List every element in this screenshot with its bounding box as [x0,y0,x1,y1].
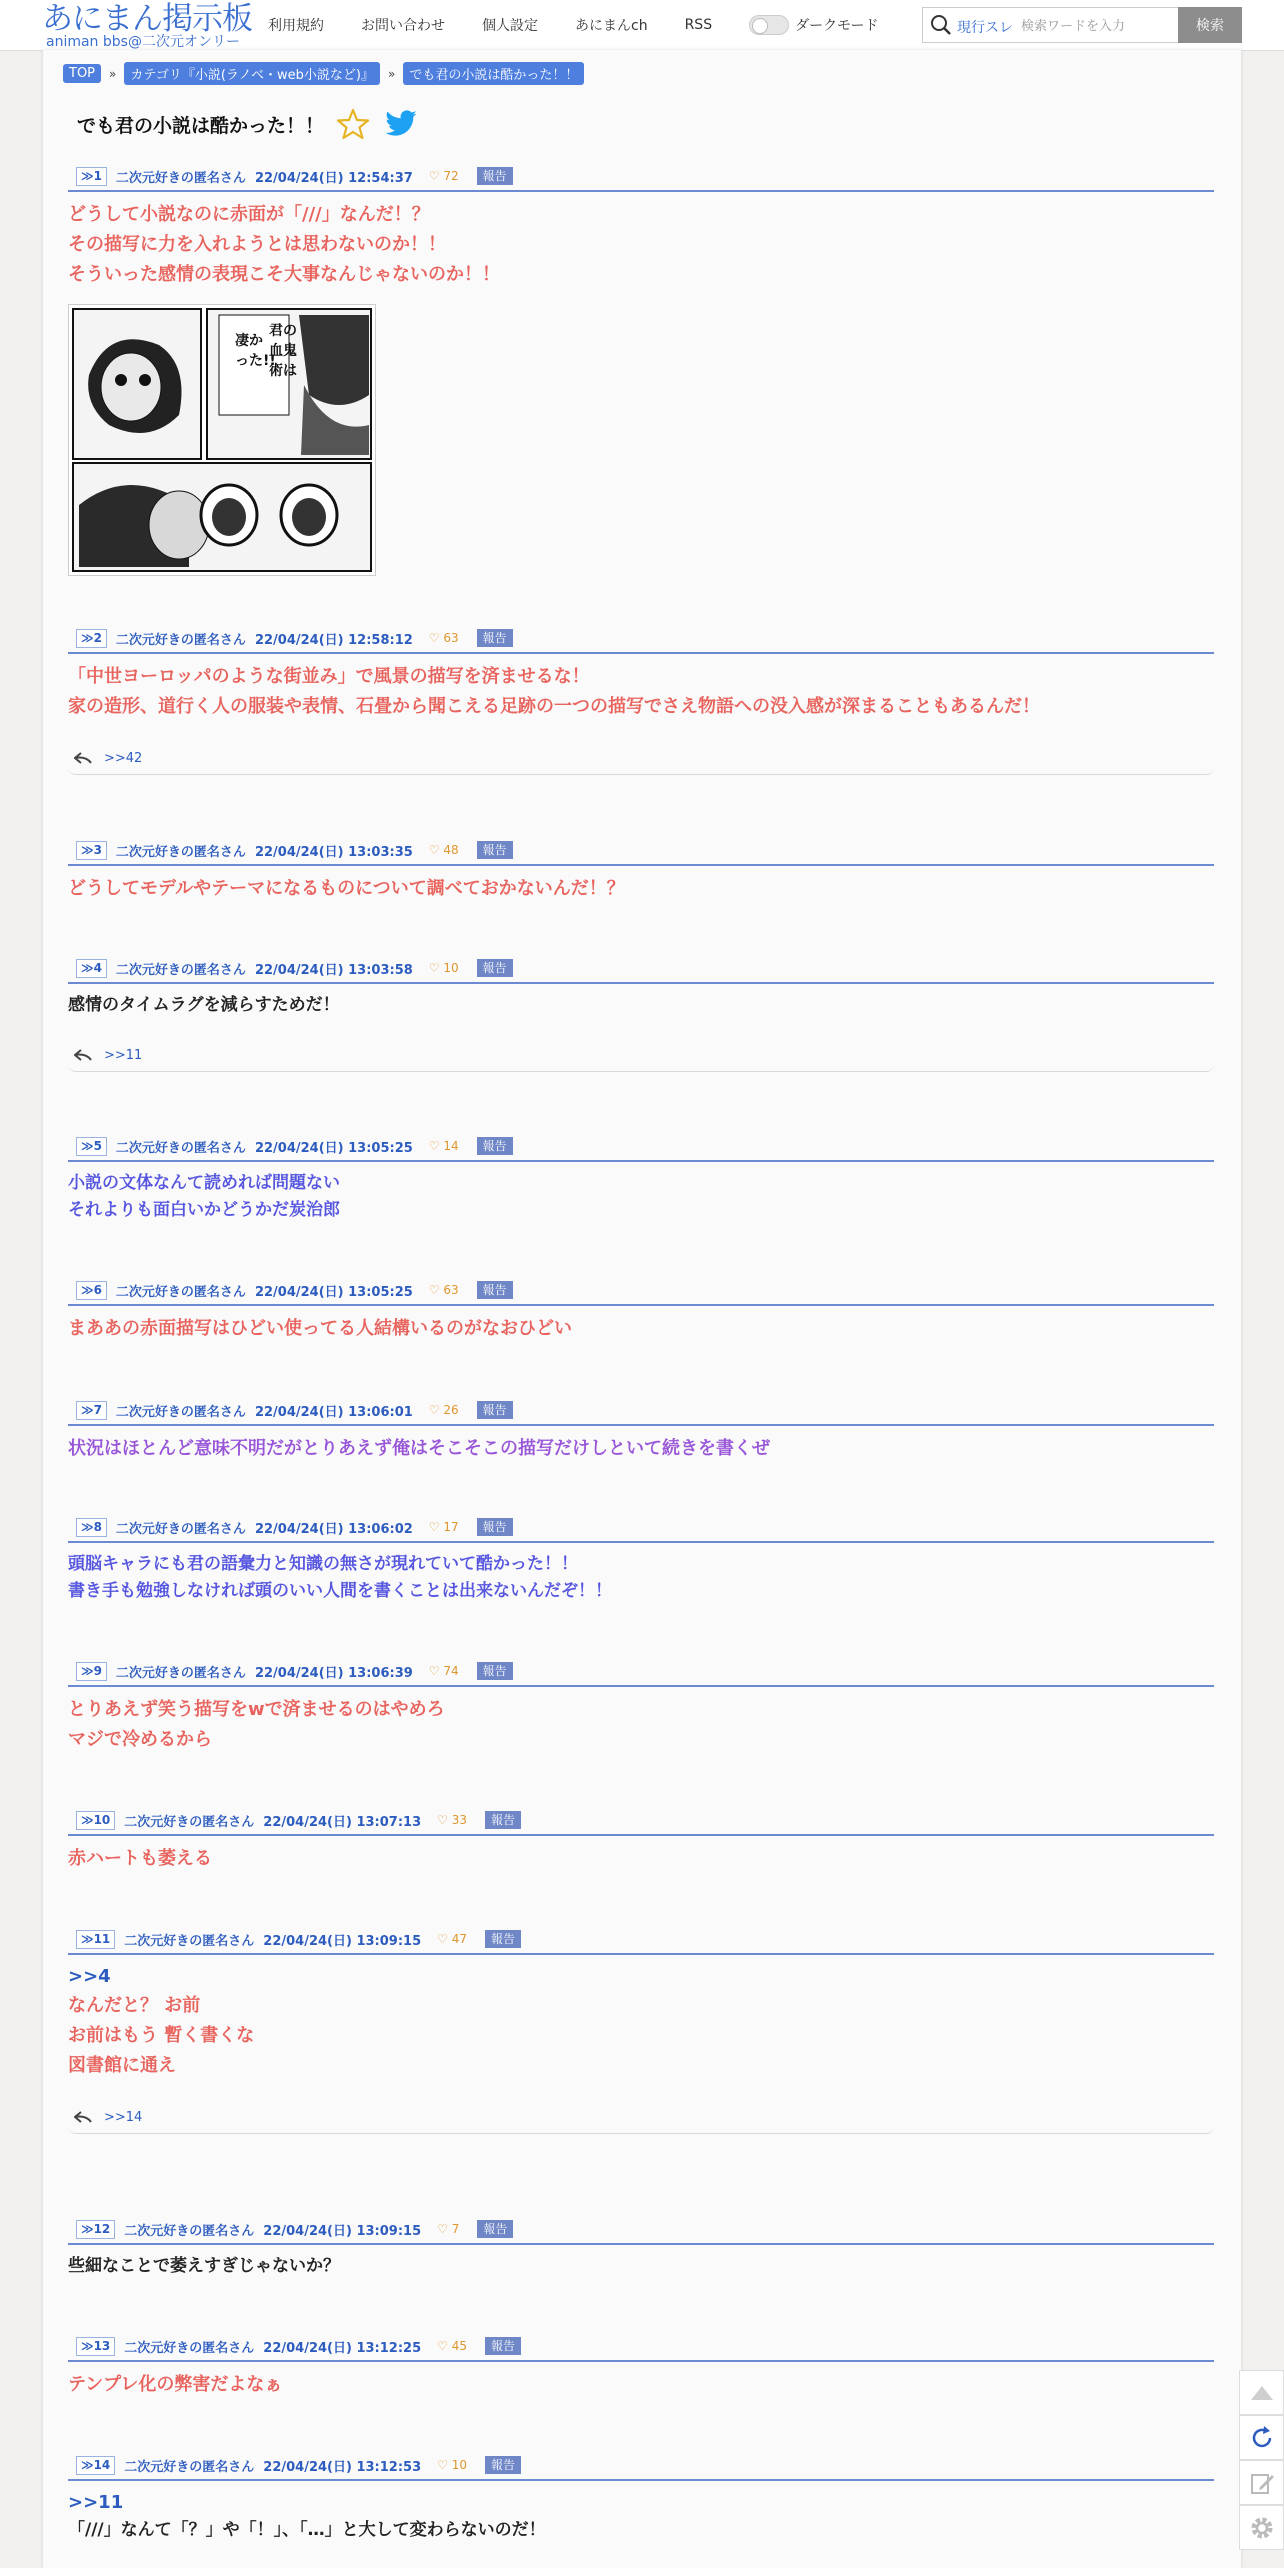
post-text: 「///」なんて「？」や「！」、「…」と大して変わらないのだ！ [68,2520,546,2540]
post-header [68,954,1214,984]
breadcrumb-thread[interactable]: でも君の小説は酷かった！！ [403,62,584,85]
scroll-top-button[interactable] [1239,2370,1284,2415]
site-header [0,0,1284,51]
like-button[interactable]: ♡ 48 [428,843,459,857]
post-text: どうしてモデルやテーマになるものについて調べておかないんだ！？ [68,878,625,899]
reply-links [68,742,1214,775]
site-logo[interactable] [42,2,252,48]
post-date: 22/04/24(日) 13:09:15 [263,2223,422,2239]
search-button[interactable]: 検索 [1178,7,1242,43]
anchor-link[interactable]: >>4 [68,1966,111,1987]
reload-button[interactable] [1239,2415,1284,2460]
post-number[interactable]: ≫11 [76,1930,115,1949]
search-input[interactable] [1019,11,1173,41]
nav-settings[interactable]: 個人設定 [482,18,538,34]
post-number[interactable]: ≫2 [76,629,107,648]
settings-button[interactable] [1239,2505,1284,2550]
svg-text:術は: 術は [269,363,297,379]
reply-arrow-icon [74,1048,92,1062]
post-date: 22/04/24(日) 13:07:13 [263,1814,422,1830]
post-header [68,1276,1214,1306]
report-button[interactable]: 報告 [485,1930,521,1948]
like-button[interactable]: ♡ 74 [428,1664,459,1678]
poster-name: 二次元好きの匿名さん [115,1284,246,1300]
post-text: 頭脳キャラにも君の語彙力と知識の無さが現れていて酷かった！！ [68,1554,578,1574]
post-date: 22/04/24(日) 13:05:25 [254,1140,413,1156]
post-2 [68,624,1214,775]
like-button[interactable]: ♡ 10 [428,961,459,975]
report-button[interactable]: 報告 [477,2220,513,2238]
post-4 [68,954,1214,1072]
post-date: 22/04/24(日) 13:06:39 [254,1665,413,1681]
post-header [68,2215,1214,2245]
post-text: マジで冷めるから [68,1729,212,1750]
poster-name: 二次元好きの匿名さん [115,1140,246,1156]
poster-name: 二次元好きの匿名さん [115,1665,246,1681]
post-header [68,2332,1214,2362]
post-11 [68,1925,1214,2134]
like-button[interactable]: ♡ 33 [437,1813,467,1827]
post-text: そういった感情の表現こそ大事なんじゃないのか！！ [68,264,500,285]
post-12 [68,2215,1214,2280]
poster-name: 二次元好きの匿名さん [124,2340,255,2356]
dark-mode-toggle[interactable] [749,15,878,35]
report-button[interactable]: 報告 [485,2456,521,2474]
post-date: 22/04/24(日) 13:12:25 [263,2340,422,2356]
post-text: 小説の文体なんて読めれば問題ない [68,1173,340,1193]
post-date: 22/04/24(日) 13:09:15 [263,1933,422,1949]
like-button[interactable]: ♡ 72 [428,169,459,183]
post-header [68,836,1214,866]
post-body [68,1687,1214,1755]
post-header [68,1806,1214,1836]
nav-contact[interactable]: お問い合わせ [361,18,445,34]
post-header [68,1396,1214,1426]
search-icon [929,13,953,37]
svg-text:った!!: った!! [235,353,276,369]
reply-links [68,2101,1214,2134]
post-number[interactable]: ≫1 [76,167,107,186]
post-header [68,1132,1214,1162]
dark-mode-label: ダークモード [795,18,879,34]
post-header [68,1925,1214,1955]
post-number[interactable]: ≫4 [76,959,107,978]
report-button[interactable]: 報告 [477,629,513,647]
post-date: 22/04/24(日) 13:03:58 [254,962,413,978]
report-button[interactable]: 報告 [477,959,513,977]
write-post-button[interactable] [1239,2460,1284,2505]
twitter-share-icon[interactable] [384,107,418,141]
nav-rss[interactable]: RSS [684,17,713,33]
reply-link[interactable]: >>42 [104,750,143,766]
post-body [68,1836,1214,1874]
breadcrumb-top[interactable]: TOP [63,64,101,83]
report-button[interactable]: 報告 [477,1662,513,1680]
post-body [68,1306,1214,1344]
post-text: 些細なことで萎えすぎじゃないか？ [68,2256,340,2276]
post-date: 22/04/24(日) 13:06:02 [254,1521,413,1537]
main-nav [268,0,879,50]
svg-text:凄か: 凄か [235,333,263,349]
post-5 [68,1132,1214,1224]
post-body [68,866,1214,904]
post-13 [68,2332,1214,2400]
like-button[interactable]: ♡ 63 [428,1283,459,1297]
post-number[interactable]: ≫6 [76,1281,107,1300]
post-number[interactable]: ≫8 [76,1518,107,1537]
report-button[interactable]: 報告 [477,1518,513,1536]
post-body [68,1543,1214,1605]
poster-name: 二次元好きの匿名さん [124,1814,255,1830]
poster-name: 二次元好きの匿名さん [115,962,246,978]
post-text: 家の造形、道行く人の服装や表情、石畳から聞こえる足跡の一つの描写でさえ物語への没入感が深まることもあるんだ！ [68,696,1040,717]
anchor-link[interactable]: >>11 [68,2492,124,2513]
post-8 [68,1513,1214,1605]
post-text: 「中世ヨーロッパのような街並み」で風景の描写を済ませるな！ [68,666,590,687]
post-text: テンプレ化の弊害だよなぁ [68,2374,283,2395]
edit-icon [1248,2469,1276,2497]
reply-link[interactable]: >>11 [104,1047,143,1063]
like-button[interactable]: ♡ 7 [437,2222,460,2236]
post-body [68,654,1214,722]
page-title: でも君の小説は酷かった！！ [77,114,325,137]
gear-icon [1248,2514,1276,2542]
report-button[interactable]: 報告 [485,1811,521,1829]
poster-name: 二次元好きの匿名さん [124,2459,255,2475]
breadcrumb [63,62,584,85]
post-date: 22/04/24(日) 13:05:25 [254,1284,413,1300]
poster-name: 二次元好きの匿名さん [115,1404,246,1420]
post-number[interactable]: ≫9 [76,1662,107,1681]
post-body [68,1955,1214,2081]
post-9 [68,1657,1214,1755]
post-text: とりあえず笑う描写をwで済ませるのはやめろ [68,1699,445,1720]
post-text: どうして小説なのに赤面が「///」なんだ！？ [68,204,430,225]
reply-arrow-icon [74,751,92,765]
search-scope[interactable]: 現行スレ [957,20,1013,36]
reply-arrow-icon [74,2110,92,2124]
post-text: 状況はほとんど意味不明だがとりあえず俺はそこそこの描写だけしといて続きを書くぜ [68,1438,770,1459]
like-button[interactable]: ♡ 26 [428,1403,459,1417]
post-text: その描写に力を入れようとは思わないのか！！ [68,234,446,255]
post-number[interactable]: ≫13 [76,2337,115,2356]
post-text: 図書館に通え [68,2055,176,2076]
post-header [68,1513,1214,1543]
post-text: それよりも面白いかどうかだ炭治郎 [68,1200,340,1220]
post-7 [68,1396,1214,1464]
side-toolbar [1239,2370,1284,2550]
post-1 [68,162,1214,580]
post-text: お前はもう 暫く書くな [68,2025,255,2046]
logo-subtitle: animan bbs@二次元オンリー [46,34,240,50]
like-button[interactable]: ♡ 14 [428,1139,459,1153]
post-body [68,2362,1214,2400]
post-body [68,1162,1214,1224]
breadcrumb-category[interactable]: カテゴリ『小説(ラノベ・web小説など)』 [124,62,380,85]
post-header [68,624,1214,654]
logo-title: あにまん掲示板 [42,1,252,37]
poster-name: 二次元好きの匿名さん [124,2223,255,2239]
post-date: 22/04/24(日) 12:58:12 [254,632,413,648]
post-number[interactable]: ≫10 [76,1811,115,1830]
poster-name: 二次元好きの匿名さん [115,1521,246,1537]
post-date: 22/04/24(日) 12:54:37 [254,170,413,186]
post-body [68,984,1214,1019]
report-button[interactable]: 報告 [485,2337,521,2355]
like-button[interactable]: ♡ 17 [428,1520,459,1534]
post-number[interactable]: ≫7 [76,1401,107,1420]
post-number[interactable]: ≫12 [76,2220,115,2239]
post-number[interactable]: ≫3 [76,841,107,860]
post-text: なんだと？ お前 [68,1995,201,2016]
post-text: まああの赤面描写はひどい使ってる人結構いるのがなおひどい [68,1318,572,1339]
post-header [68,162,1214,192]
post-date: 22/04/24(日) 13:06:01 [254,1404,413,1420]
refresh-icon [1248,2424,1276,2452]
report-button[interactable]: 報告 [477,1137,513,1155]
content-panel [43,50,1241,2568]
post-number[interactable]: ≫14 [76,2456,115,2475]
poster-name: 二次元好きの匿名さん [115,170,246,186]
post-header [68,2451,1214,2481]
post-6 [68,1276,1214,1344]
post-text: 赤ハートも萎える [68,1848,212,1869]
svg-text:血鬼: 血鬼 [269,343,297,359]
reply-link[interactable]: >>14 [104,2109,143,2125]
breadcrumb-separator: » [109,66,117,81]
poster-name: 二次元好きの匿名さん [124,1933,255,1949]
report-button[interactable]: 報告 [477,167,513,185]
like-button[interactable]: ♡ 10 [437,2458,467,2472]
report-button[interactable]: 報告 [477,841,513,859]
post-body [68,2245,1214,2280]
reply-links [68,1039,1214,1072]
search-box [922,7,1242,43]
post-10 [68,1806,1214,1874]
like-button[interactable]: ♡ 47 [437,1932,467,1946]
poster-name: 二次元好きの匿名さん [115,844,246,860]
post-date: 22/04/24(日) 13:12:53 [263,2459,422,2475]
post-number[interactable]: ≫5 [76,1137,107,1156]
post-body [68,2481,1214,2544]
breadcrumb-separator: » [387,66,396,81]
post-date: 22/04/24(日) 13:03:35 [254,844,413,860]
post-text: 書き手も勉強しなければ頭のいい人間を書くことは出来ないんだぞ！！ [68,1581,612,1601]
report-button[interactable]: 報告 [477,1281,513,1299]
post-text: 感情のタイムラグを減らすためだ！ [68,995,340,1015]
thread-title-bar [77,106,418,142]
post-body [68,1426,1214,1464]
post-body [68,192,1214,580]
triangle-up-icon [1249,2383,1275,2403]
toggle-switch-icon[interactable] [749,15,789,35]
nav-animanch[interactable]: あにまんch [575,18,648,34]
nav-terms[interactable]: 利用規約 [268,18,324,34]
post-14 [68,2451,1214,2544]
speech-bubble-text: 君の [269,323,297,339]
report-button[interactable]: 報告 [477,1401,513,1419]
post-3 [68,836,1214,904]
like-button[interactable]: ♡ 63 [428,631,459,645]
poster-name: 二次元好きの匿名さん [115,632,246,648]
like-button[interactable]: ♡ 45 [437,2339,467,2353]
post-header [68,1657,1214,1687]
post-image[interactable] [68,304,376,576]
favorite-star-icon[interactable] [336,107,370,141]
